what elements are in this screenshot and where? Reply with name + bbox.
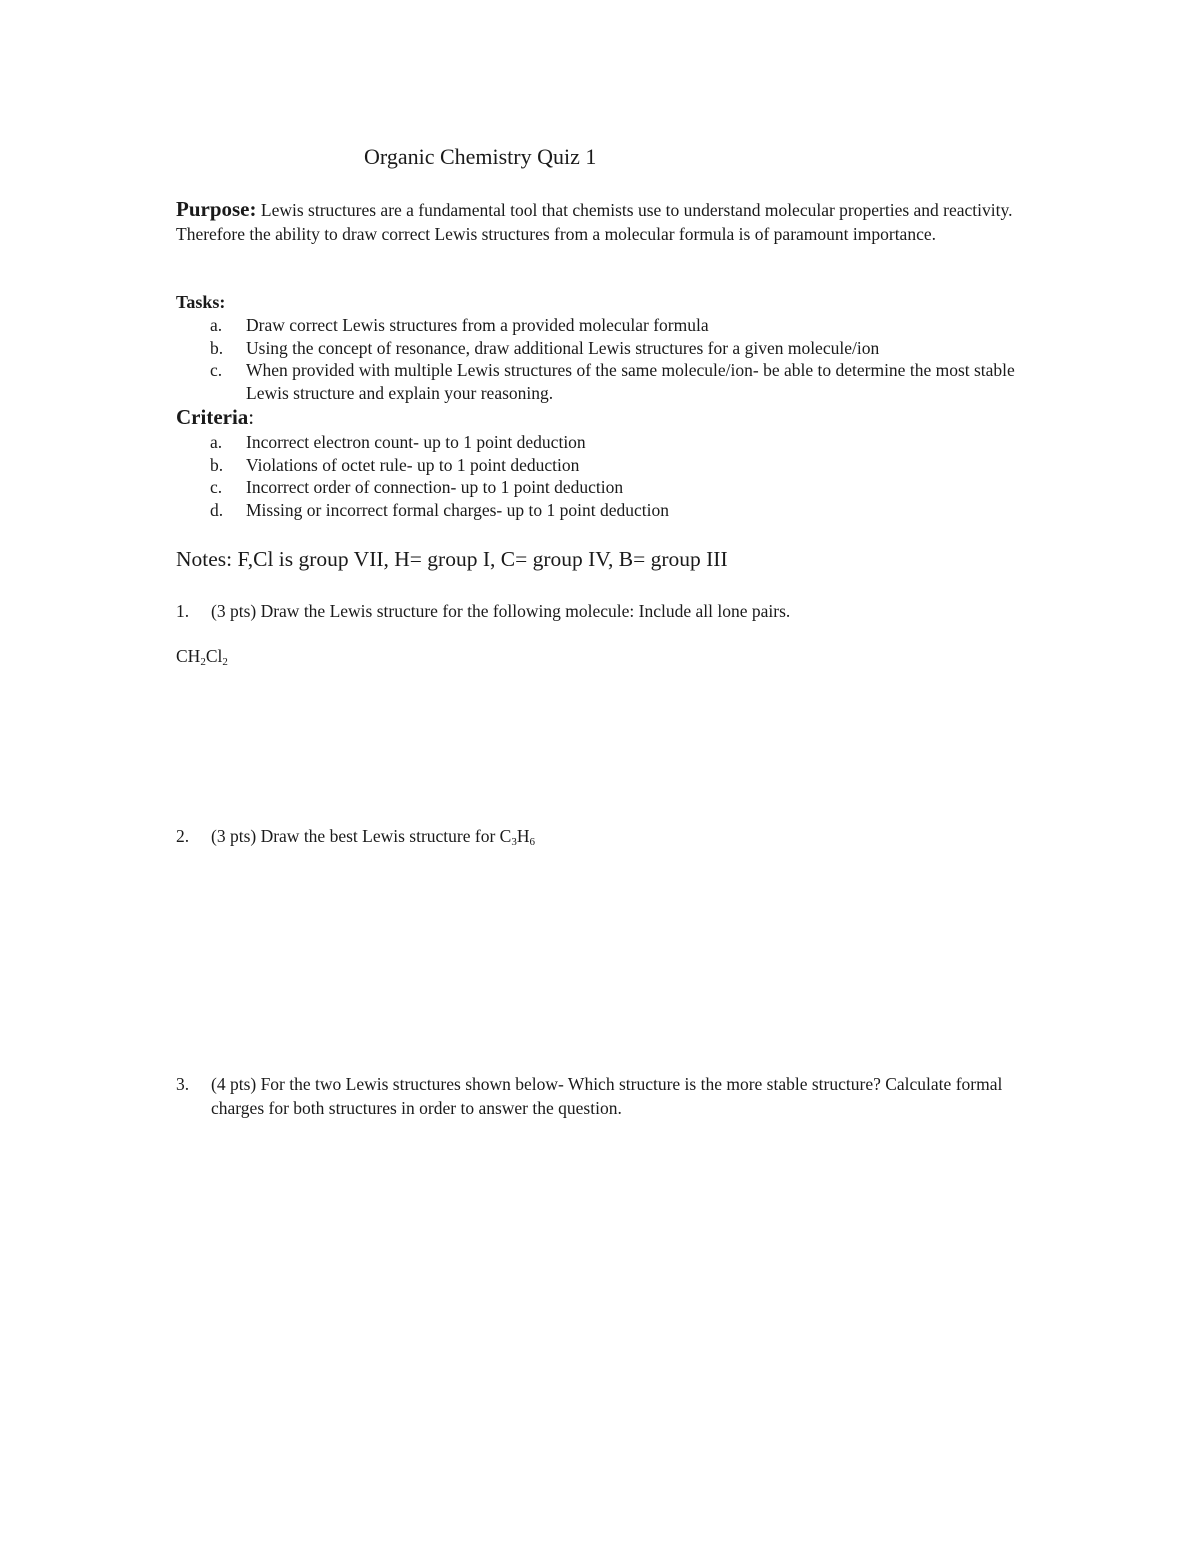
question-2 <box>176 825 1036 849</box>
formula-subscript: 2 <box>222 656 228 668</box>
list-item-text: Incorrect order of connection- up to 1 point deduction <box>246 477 624 498</box>
list-item-text: When provided with multiple Lewis structures of the same molecule/ion- be able to determine the most stable Lewis structure and explain your reasoning. <box>246 360 1015 404</box>
list-item-text: Violations of octet rule- up to 1 point deduction <box>246 454 580 475</box>
criteria-heading-colon: : <box>248 405 255 429</box>
question-text: (4 pts) For the two Lewis structures shown below- Which structure is the more stable structure? Calculate formal charges for both structures in order to answer the question. <box>211 1074 1003 1118</box>
page-title: Organic Chemistry Quiz 1 <box>364 144 597 169</box>
formula-ch2cl2 <box>176 645 228 668</box>
question-number: 3. <box>176 1074 190 1094</box>
list-marker: a. <box>210 432 223 452</box>
list-marker: c. <box>210 477 223 498</box>
formula-subscript: 2 <box>200 656 206 668</box>
criteria-heading-label: Criteria <box>176 405 249 429</box>
question-number: 1. <box>176 601 190 621</box>
purpose-label: Purpose: <box>176 197 257 221</box>
tasks-heading: Tasks: <box>176 292 226 312</box>
formula-part: CH <box>176 646 201 666</box>
list-item <box>176 476 1036 499</box>
question-3 <box>176 1073 1036 1120</box>
list-item <box>176 431 1036 454</box>
list-marker: d. <box>210 500 224 521</box>
list-item-text: Missing or incorrect formal charges- up to 1 point deduction <box>246 500 669 521</box>
list-item-text: Incorrect electron count- up to 1 point deduction <box>246 432 586 452</box>
criteria-heading <box>176 404 254 430</box>
formula-subscript: 3 <box>511 836 517 848</box>
formula-part: Cl <box>205 646 223 666</box>
list-item <box>176 314 1036 337</box>
list-item <box>176 499 1036 522</box>
list-marker: a. <box>210 315 223 335</box>
list-item-text: Using the concept of resonance, draw additional Lewis structures for a given molecule/ion <box>246 337 880 358</box>
question-text: (3 pts) Draw the best Lewis structure for C <box>211 826 512 846</box>
formula-part: H <box>516 826 530 846</box>
purpose-paragraph <box>176 198 1036 246</box>
question-text-wrap <box>176 825 1036 849</box>
list-marker: b. <box>210 337 224 358</box>
list-item <box>176 359 1036 404</box>
list-item <box>176 454 1036 477</box>
list-item <box>176 337 1036 360</box>
criteria-list <box>176 431 1036 522</box>
list-marker: b. <box>210 454 224 475</box>
formula-subscript: 6 <box>529 836 535 848</box>
question-number: 2. <box>176 826 190 846</box>
question-1 <box>176 600 1036 624</box>
notes-line: Notes: F,Cl is group VII, H= group I, C= group IV, B= group III <box>176 547 728 571</box>
question-text: (3 pts) Draw the Lewis structure for the following molecule: Include all lone pairs. <box>211 601 791 621</box>
purpose-text: Lewis structures are a fundamental tool that chemists use to understand molecular properties and reactivity. Therefore the ability to draw correct Lewis structures from a molecular formula is of paramount importance. <box>176 200 1013 244</box>
list-item-text: Draw correct Lewis structures from a provided molecular formula <box>246 315 709 335</box>
list-marker: c. <box>210 360 223 381</box>
tasks-list <box>176 314 1036 405</box>
